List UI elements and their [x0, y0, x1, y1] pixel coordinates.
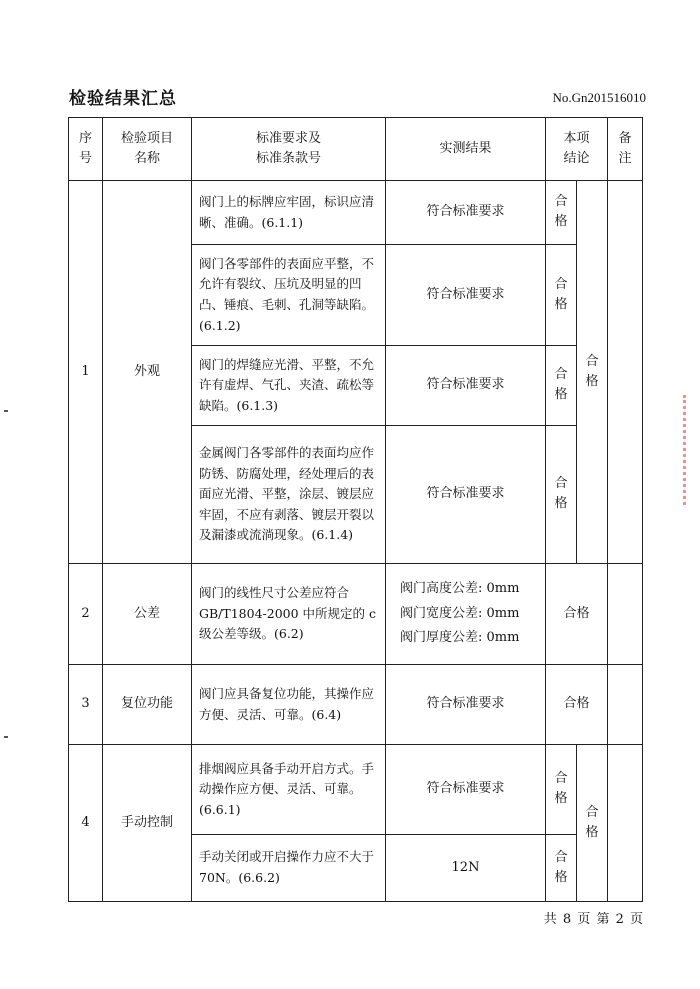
row2-result-width: 阀门宽度公差: 0mm: [400, 605, 520, 621]
row4-sub1-requirement: 排烟阀应具备手动开启方式。手动操作应方便、灵活、可靠。(6.6.1): [192, 745, 386, 835]
header-standard: 标准要求及标准条款号: [192, 118, 386, 181]
row4-sub2-verdict: 合格: [546, 835, 577, 902]
row4-overall-verdict: 合格: [577, 745, 608, 902]
row1-sub4-result: 符合标准要求: [386, 426, 546, 564]
table-header-row: [69, 118, 643, 181]
row4-sub2-requirement: 手动关闭或开启操作力应不大于 70N。(6.6.2): [192, 835, 386, 902]
row1-sub1-requirement: 阀门上的标牌应牢固，标识应清晰、准确。(6.1.1): [192, 181, 386, 245]
row4-sub1-result: 符合标准要求: [386, 745, 546, 835]
document-number: No.Gn201516010: [552, 90, 646, 105]
row1-sub2-verdict: 合格: [546, 245, 577, 346]
row4-item: 手动控制: [103, 745, 192, 902]
row1-sub4-requirement: 金属阀门各零部件的表面均应作防锈、防腐处理，经处理后的表面应光滑、平整，涂层、镀层应牢固，不应有剥落、镀层开裂以及漏漆或流淌现象。(6.1.4): [192, 426, 386, 564]
row1-sub2-requirement: 阀门各零部件的表面应平整，不允许有裂纹、压坑及明显的凹凸、锤痕、毛刺、孔洞等缺陷。(6.1.2): [192, 245, 386, 346]
row3-remark: [608, 665, 643, 745]
row2-results: [386, 564, 546, 665]
row2-verdict: 合格: [546, 564, 608, 665]
row1-sub3-verdict: 合格: [546, 346, 577, 426]
row1-sub3-requirement: 阀门的焊缝应光滑、平整，不允许有虚焊、气孔、夹渣、疏松等缺陷。(6.1.3): [192, 346, 386, 426]
row1-remark: [608, 181, 643, 564]
row4-sub1-verdict: 合格: [546, 745, 577, 835]
row1-item: 外观: [103, 181, 192, 564]
row2-item: 公差: [103, 564, 192, 665]
row2-result-height: 阀门高度公差: 0mm: [400, 580, 520, 596]
binding-mark: [4, 410, 8, 412]
row3-requirement: 阀门应具备复位功能，其操作应方便、灵活、可靠。(6.4): [192, 665, 386, 745]
table-row: [69, 745, 643, 835]
row3-result: 符合标准要求: [386, 665, 546, 745]
row2-remark: [608, 564, 643, 665]
row1-sub2-result: 符合标准要求: [386, 245, 546, 346]
row2-seq: 2: [69, 564, 103, 665]
table-row: [69, 181, 643, 245]
row3-verdict: 合格: [546, 665, 608, 745]
binding-mark: [4, 736, 8, 738]
page-title: 检验结果汇总: [69, 89, 177, 109]
red-seal-edge: [683, 395, 692, 505]
row1-sub1-verdict: 合格: [546, 181, 577, 245]
row3-item: 复位功能: [103, 665, 192, 745]
row2-requirement: 阀门的线性尺寸公差应符合GB/T1804-2000 中所规定的 c 级公差等级。(6.2): [192, 564, 386, 665]
header-conclusion: 本项结论: [546, 118, 608, 181]
row1-sub1-result: 符合标准要求: [386, 181, 546, 245]
header-remark: 备注: [608, 118, 643, 181]
header-seq: 序号: [69, 118, 103, 181]
table-row: [69, 665, 643, 745]
row4-sub2-result: 12N: [386, 835, 546, 902]
row1-seq: 1: [69, 181, 103, 564]
row4-seq: 4: [69, 745, 103, 902]
table-row: [69, 564, 643, 665]
row4-remark: [608, 745, 643, 902]
row2-result-thickness: 阀门厚度公差: 0mm: [400, 630, 520, 646]
row1-sub3-result: 符合标准要求: [386, 346, 546, 426]
row1-overall-verdict: 合格: [577, 181, 608, 564]
header-item: 检验项目名称: [103, 118, 192, 181]
inspection-summary-table: [68, 117, 643, 902]
header-result: 实测结果: [386, 118, 546, 181]
row3-seq: 3: [69, 665, 103, 745]
page-footer: 共 8 页 第 2 页: [543, 912, 644, 927]
row1-sub4-verdict: 合格: [546, 426, 577, 564]
